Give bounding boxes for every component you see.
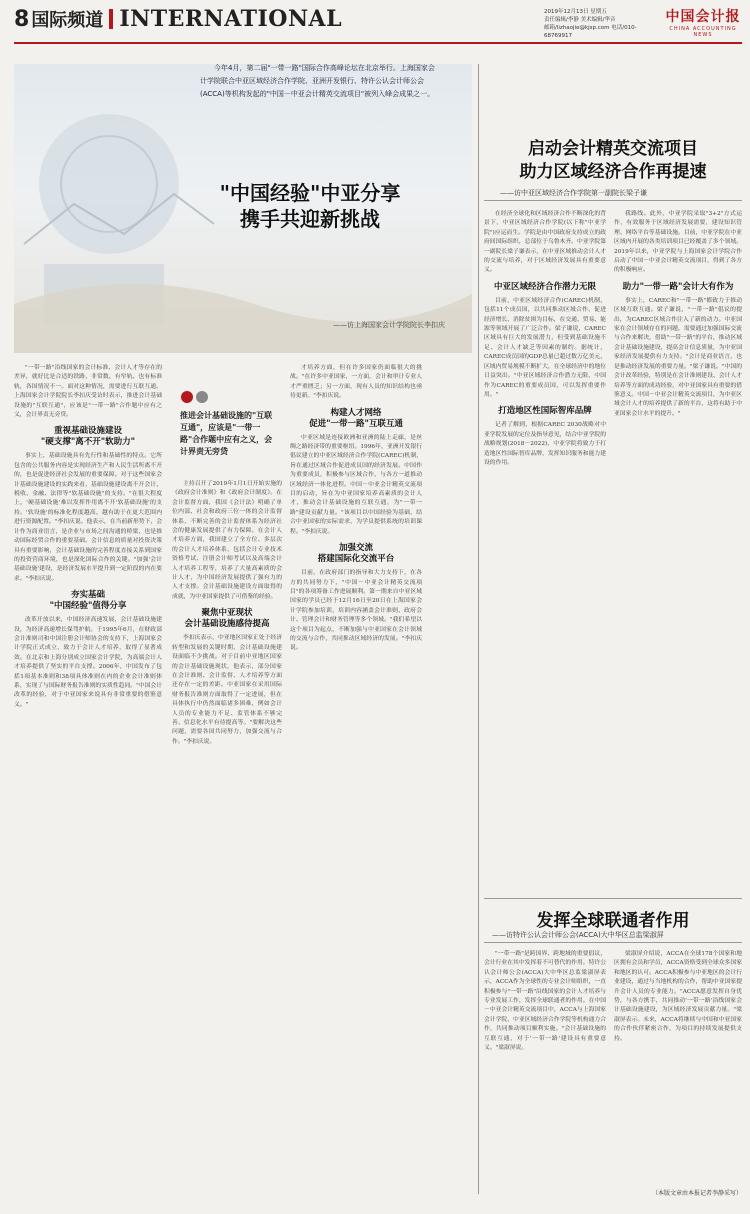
- subhead-1: 重视基础设施建设 "硬支撑"离不开"软助力": [40, 426, 136, 448]
- main-headline-line1: "中国经验"中亚分享: [219, 181, 401, 205]
- article-column-6: [484, 950, 606, 1184]
- hero-intro: 今年4月，第二届"一带一路"国际合作高峰论坛在北京举行。上海国家会计学院联合中亚区域经济合作学院、亚洲开发银行、特许公认会计师公会(ACCA)等机构发起的"中国－中亚会计精英交流项目"被列入峰会成果之一。: [200, 64, 435, 98]
- feature2-subtitle: ——访特许公认会计师公会(ACCA)大中华区总监梁淑屏: [492, 931, 664, 939]
- logo-en: CHINA ACCOUNTING NEWS: [669, 26, 737, 38]
- paragraph: "一带一路"是跨国界、跨地域的重要倡议，会计行业在其中发挥着不可替代的作用。特许公认会计师公会(ACCA)大中华区总监梁淑屏表示，ACCA作为全球性的专业会计师组织，一直积极参与"一带一路"沿线国家的会计人才培养与专业发展工作，发挥全球联通者的作用。在中国－中亚会计精英交流项目中，ACCA与上海国家会计学院、中亚区域经济合作学院等机构通力合作，共同推动项目顺利实施。"会计基础设施的互联互通，对于'一带一路'建设具有重要意义。"梁淑屏说。: [484, 951, 606, 1052]
- subhead-7: 打造地区性国际智库品牌: [498, 406, 592, 417]
- feature2-headline: 发挥全球联通者作用: [536, 911, 690, 931]
- hero-image: [14, 64, 472, 353]
- logo-cn: 中国会计报: [665, 9, 741, 25]
- paragraph: 记者了解到，根据CAREC 2030战略对中亚学院发展的定位及指导意见，结合中亚学院的战略规划(2018－2022)，中亚学院将致力于打造地区性国际智库品牌，发挥知识服务和能力建设的作用。: [484, 422, 606, 466]
- paragraph: "一带一路"沿线国家的会计标准、会计人才等存在的差异，就好比是合适的铁路、非常数、有窄轨、也有标准轨，各国情况不一。面对这种情况，需要进行互联互通。上海国家会计学院院长李扣庆受访时表示，推进会计基础设施的"互联互通"，应该是"一带一路"合作题中应有之义，会计界责无旁贷。: [14, 365, 162, 419]
- section-header: [14, 6, 342, 38]
- feature2-rule: [484, 898, 742, 899]
- issue-date: 2019年12月13日 星期五: [544, 9, 607, 15]
- subhead-6: 中亚区域经济合作潜力无限: [493, 281, 596, 292]
- article-column-2: [172, 480, 282, 1184]
- paragraph: 目前，中亚区域经济合作(CAREC)机制，包括11个成员国，以共同推动区域合作、促进经济增长、消除贫困为目标，在交通、贸易、能源等领域开展了广泛合作。梁子谦说，CAREC区域具有巨大的发展潜力，但受到基础设施不足、会计人才缺乏等因素的制约。据统计，CAREC成员国的GDP总量已超过数万亿美元，区域内贸易规模不断扩大，在全球经济中的地位日益突出。"中亚区域经济合作潜力无限，中国作为CAREC的重要成员国，可以发挥重要作用。": [484, 297, 606, 398]
- feature2-subrule: [484, 942, 742, 943]
- paragraph: 事实上，基础设施具有先行性和基础性的特点。它所包含的公共服务内容是实现经济生产和人民生活所离不开的，也是促进经济社会发展的重要保障。对于这些国家会计基础设施建设的实践来看，基础设施建设离不开会计、税收、金融、法律等"软基础设施"的支持。"在很大程度上，'硬基础设施'难以发挥作用离不开'软基础设施'的支持。'软设施'的标准化程度越高，越有助于在更大范围内进行资源配置。"李扣庆说。他表示，在当前新形势下，会计作为商业语言，是企业与市场之间沟通的桥梁，也是推动国际经贸合作的重要基础。会计信息的质量对投资决策具有重要影响，会计基础设施的完善程度直接关系到国家的投资营商环境，也是深化国际合作的关键。"加强'会计基础设施'建设，是经济发展水平提升到一定阶段的内在要求。"李扣庆说。: [14, 453, 162, 582]
- footer-note: （本版文章由本报记者李静采写）: [651, 1190, 742, 1197]
- header-divider: [109, 9, 113, 29]
- article-column-7: [614, 950, 742, 1182]
- issue-contact: 邮箱/lizhaojie@kjsp.com 电话/010-68769917: [544, 25, 637, 39]
- quote-dots-icon: [180, 390, 220, 404]
- issue-info: [544, 8, 644, 40]
- subhead-3: 聚焦中亚现状 会计基础设施感待提高: [184, 608, 270, 630]
- subhead-2: 夯实基础 "中国经验"值得分享: [49, 590, 127, 612]
- paragraph: 事实上，CAREC和"一带一路"都致力于推动区域互联互通。梁子谦说，"一带一路"倡议的提出，为CAREC区域合作注入了新的动力。中亚国家在会计领域存在的问题，需要通过加强国际交流与合作来解决，借助"一带一路"的平台，推动区域会计基础设施建设，提高会计信息质量，为中亚国家经济发展提供有力支持。"会计是商业语言，也是推动经济发展的重要力量。"梁子谦说。"中国的会计改革经验，特别是在会计准则建设、会计人才培养等方面的成功经验，对中亚国家具有重要的借鉴意义。中国－中亚会计精英交流项目，为中亚区域会计人才的培养提供了新的平台，这将有助于中亚国家会计水平的提升。": [614, 297, 742, 417]
- paragraph: 我路线。此外，中亚学院采取"3+2"方式运作，有效服务于区域经济发展需要，建设知识管理、网络平台等基础设施。目前，中亚学院在中亚区域内开展的各类培训项目已经覆盖了多个领域。2019年以来，中亚学院与上海国家会计学院合作启动了中国－中亚会计精英交流项目，得到了各方的积极响应。: [614, 211, 742, 274]
- paragraph: 在经济全球化和区域经济合作不断深化的背景下，中亚区域经济合作学院(以下称"中亚学院")应运而生。学院是由中国政府支持成立的政府间国际组织，总部位于乌鲁木齐。中亚学院第一副院长梁子谦表示，在中亚区域推动会计人才的交流与培养，对于区域经济发展具有重要意义。: [484, 211, 606, 274]
- pull-quote: 推进会计基础设施的"互联互通"，应该是"一带一路"合作题中应有之义，会计界责无旁贷: [180, 411, 273, 456]
- main-byline: ——访上海国家会计学院院长李扣庆: [333, 321, 445, 329]
- subhead-4: 构建人才网络 促进"一带一路"互联互通: [309, 407, 403, 429]
- article-column-4: [484, 210, 606, 895]
- main-headline: [180, 180, 440, 232]
- paragraph: 才培养方面，但在许多国家仍面临很大的挑战。"在许多中亚国家，一方面，会计和审计专业人才严重匮乏；另一方面，现有人员的知识结构也亟待更新。"李扣庆说。: [290, 365, 422, 400]
- feature1-headline: [484, 138, 742, 184]
- paragraph: 李扣庆表示，中亚地区国家正处于经济转型和发展的关键时期，会计基础设施建设面临不少挑战。对于目前中亚地区国家的会计基础设施现状，他表示，部分国家在会计准则、会计监督、人才培养等方面还存在一定的差距。中亚国家在采用国际财务报告准则方面取得了一定进展，但在具体执行中仍然面临诸多困难，例如会计人员的专业能力不足、监管体系不够完善、信息化水平有待提高等。"要解决这些问题，需要各国共同努力，加强交流与合作。"李扣庆说。: [172, 635, 282, 745]
- section-title-cn: 国际频道: [31, 10, 104, 31]
- paragraph: 改革开放以来，中国经济高速发展，会计基础设施建设，为经济高速增长保驾护航。于1995年6月，在财政部会计准则司和中国注册会计师协会的支持下，上海国家会计学院正式成立，致力于会计人才培养，取得了显著成效。在北京和上海分别成立国家会计学院，为高端会计人才培养提供了坚实的平台支撑。2006年，中国发布了包括1项基本准则和38项具体准则在内的企业会计准则体系，实现了与国际财务报告准则的实质性趋同。"中国会计改革的经验，对于中亚国家来说具有非常重要的借鉴意义。": [14, 617, 162, 708]
- paragraph: 中亚区域是连接欧洲和亚洲的陆上走廊，是丝绸之路经济带的重要枢纽。1996年，亚洲开发银行倡议建立的中亚区域经济合作学院(CAREC)机制，旨在通过区域合作促进成员国的经济发展。中国作为重要成员，积极参与区域合作，与各方一道推动区域经济一体化进程。中国－中亚会计精英交流项目的启动，旨在为中亚国家培养高素质的会计人才，推动会计基础设施的互联互通，为"一带一路"建设贡献力量。"该项目以中国经验为基础，结合中亚国家的实际需求，为学员提供系统的培训课程。"李扣庆说。: [290, 434, 422, 535]
- section-title-en: INTERNATIONAL: [119, 6, 343, 32]
- header-rule: [14, 42, 742, 44]
- feature1-headline-line1: 启动会计精英交流项目: [528, 139, 698, 159]
- page-number: 8: [14, 7, 30, 32]
- feature1-headline-line2: 助力区域经济合作再提速: [519, 162, 707, 182]
- newspaper-logo: [664, 6, 742, 38]
- article-column-1: [14, 364, 162, 1184]
- issue-editors: 责任编辑/李静 美术编辑/华音: [544, 17, 616, 23]
- feature1-rule: [484, 200, 742, 201]
- paragraph: 梁淑屏介绍说，ACCA在全球178个国家和地区拥有会员和学员，ACCA资格受到全球众多国家和地区的认可。ACCA积极参与中亚地区的会计行业建设，通过与当地机构的合作，帮助中亚国家提升会计人员的专业能力。"ACCA愿意发挥自身优势，与各方携手，共同推动'一带一路'沿线国家会计基础设施建设，为区域经济发展贡献力量。"梁淑屏表示。未来，ACCA将继续与中国和中亚国家的合作伙伴紧密合作，为项目的持续发展提供支持。: [614, 951, 742, 1042]
- main-headline-line2: 携手共迎新挑战: [240, 207, 380, 231]
- article-column-3: [290, 364, 422, 1184]
- subhead-8: 助力"一带一路"会计大有作为: [622, 281, 734, 292]
- feature1-subtitle: ——访中亚区域经济合作学院第一副院长梁子谦: [500, 189, 647, 197]
- subhead-5: 加强交流 搭建国际化交流平台: [317, 543, 395, 565]
- article-column-5: [614, 210, 742, 895]
- paragraph: 主持召开了2019年1月1日开始实施的《政府会计准则》和《政府会计制度》。在会计监督方面，我国《会计法》明确了单位内部、社会和政府三位一体的会计监督体系，不断完善的会计监督体系为经济社会的健康发展提供了有力保障。在会计人才培养方面，我国建立了全方位、多层次的会计人才培养体系，包括会计专业技术资格考试、注册会计师考试以及高端会计人才培养工程等，培养了大量高素质的会计人才，为中国经济发展提供了强有力的人才支撑。会计基础设施建设方面取得的成就，为中亚国家提供了可借鉴的经验。: [172, 481, 282, 600]
- paragraph: 目前，在政府部门的指导和大力支持下，在各方的共同努力下，"中国－中亚会计精英交流项目"的各项筹备工作进展顺利。第一期来自中亚区域国家的学员已经于12月16日至20日在上海国家会计学院参加培训，培训内容涵盖会计准则、政府会计、管理会计和财务管理等多个领域。"我们希望以这个项目为起点，不断加强与中亚国家在会计领域的交流与合作，共同推动区域经济的发展。"李扣庆说。: [290, 570, 422, 652]
- column-divider: [478, 64, 479, 1194]
